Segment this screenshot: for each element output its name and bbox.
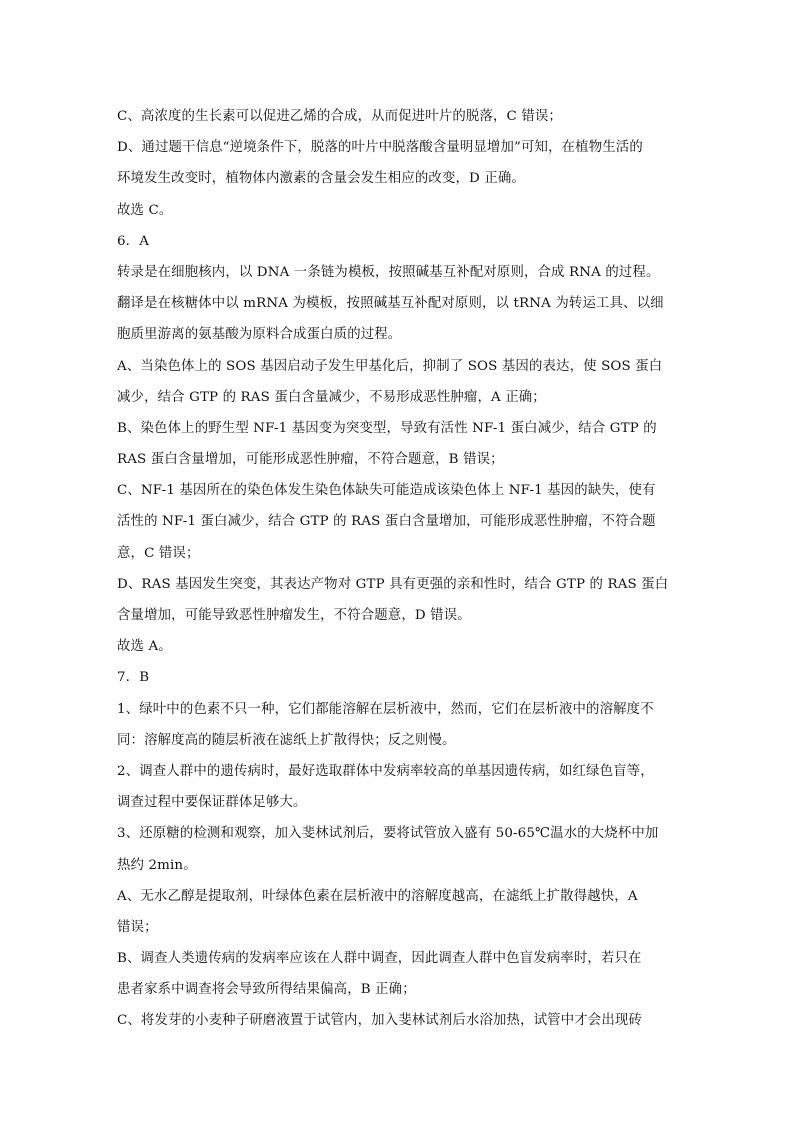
text-line: B、染色体上的野生型 NF-1 基因变为突变型，导致有活性 NF-1 蛋白减少，结合 GTP 的 — [117, 420, 657, 436]
text-line: 错误； — [117, 919, 158, 935]
text-line: D、RAS 基因发生突变，其表达产物对 GTP 具有更强的亲和性时，结合 GTP 的 RAS 蛋白 — [117, 576, 669, 592]
text-line: 调查过程中要保证群体足够大。 — [117, 795, 307, 811]
text-line: C、将发芽的小麦种子研磨液置于试管内，加入斐林试剂后水浴加热，试管中才会出现砖 — [117, 1013, 642, 1029]
text-line: 意，C 错误； — [117, 545, 200, 561]
text-line: D、通过题干信息“逆境条件下，脱落的叶片中脱落酸含量明显增加”可知，在植物生活的 — [117, 140, 643, 156]
text-line: RAS 蛋白含量增加，可能形成恶性肿瘤，不符合题意，B 错误； — [117, 452, 504, 468]
question-number: 7．B — [117, 670, 150, 686]
text-line: A、无水乙醇是提取剂，叶绿体色素在层析液中的溶解度越高，在滤纸上扩散得越快，A — [117, 888, 638, 904]
text-line: 活性的 NF-1 蛋白减少，结合 GTP 的 RAS 蛋白含量增加，可能形成恶性肿瘤，不符合题 — [117, 514, 656, 530]
text-line: 患者家系中调查将会导致所得结果偏高，B 正确； — [117, 982, 416, 998]
text-line: 胞质里游离的氨基酸为原料合成蛋白质的过程。 — [117, 327, 402, 343]
text-line: 故选 A。 — [117, 639, 172, 655]
text-line: C、高浓度的生长素可以促进乙烯的合成，从而促进叶片的脱落，C 错误； — [117, 109, 562, 124]
text-line: 减少，结合 GTP 的 RAS 蛋白含量减少，不易形成恶性肿瘤，A 正确； — [117, 389, 546, 405]
text-line: 同：溶解度高的随层析液在滤纸上扩散得快；反之则慢。 — [117, 732, 456, 748]
text-line: 1、绿叶中的色素不只一种，它们都能溶解在层析液中，然而，它们在层析液中的溶解度不 — [117, 701, 654, 717]
text-line: C、NF-1 基因所在的染色体发生染色体缺失可能造成该染色体上 NF-1 基因的缺失，使有 — [117, 483, 656, 499]
text-line: B、调查人类遗传病的发病率应该在人群中调查，因此调查人群中色盲发病率时，若只在 — [117, 951, 642, 967]
text-line: 转录是在细胞核内，以 DNA 一条链为模板，按照碱基互补配对原则，合成 RNA 的过程。 — [117, 264, 660, 280]
text-line: 翻译是在核糖体中以 mRNA 为模板，按照碱基互补配对原则，以 tRNA 为转运工具、以细 — [117, 296, 664, 312]
document-body — [117, 101, 682, 1037]
text-line: 故选 C。 — [117, 202, 173, 218]
text-line: 环境发生改变时，植物体内激素的含量会发生相应的改变，D 正确。 — [117, 171, 525, 187]
text-line: 热约 2min。 — [117, 857, 197, 873]
text-line: 含量增加，可能导致恶性肿瘤发生，不符合题意，D 错误。 — [117, 608, 471, 623]
text-line: 2、调查人群中的遗传病时，最好选取群体中发病率较高的单基因遗传病，如红绿色盲等， — [117, 763, 654, 779]
text-line: 3、还原糖的检测和观察，加入斐林试剂后，要将试管放入盛有 50-65℃温水的大烧杯中加 — [117, 826, 659, 842]
question-number: 6．A — [117, 233, 150, 249]
text-line: A、当染色体上的 SOS 基因启动子发生甲基化后，抑制了 SOS 基因的表达，使 SOS 蛋白 — [117, 358, 663, 374]
